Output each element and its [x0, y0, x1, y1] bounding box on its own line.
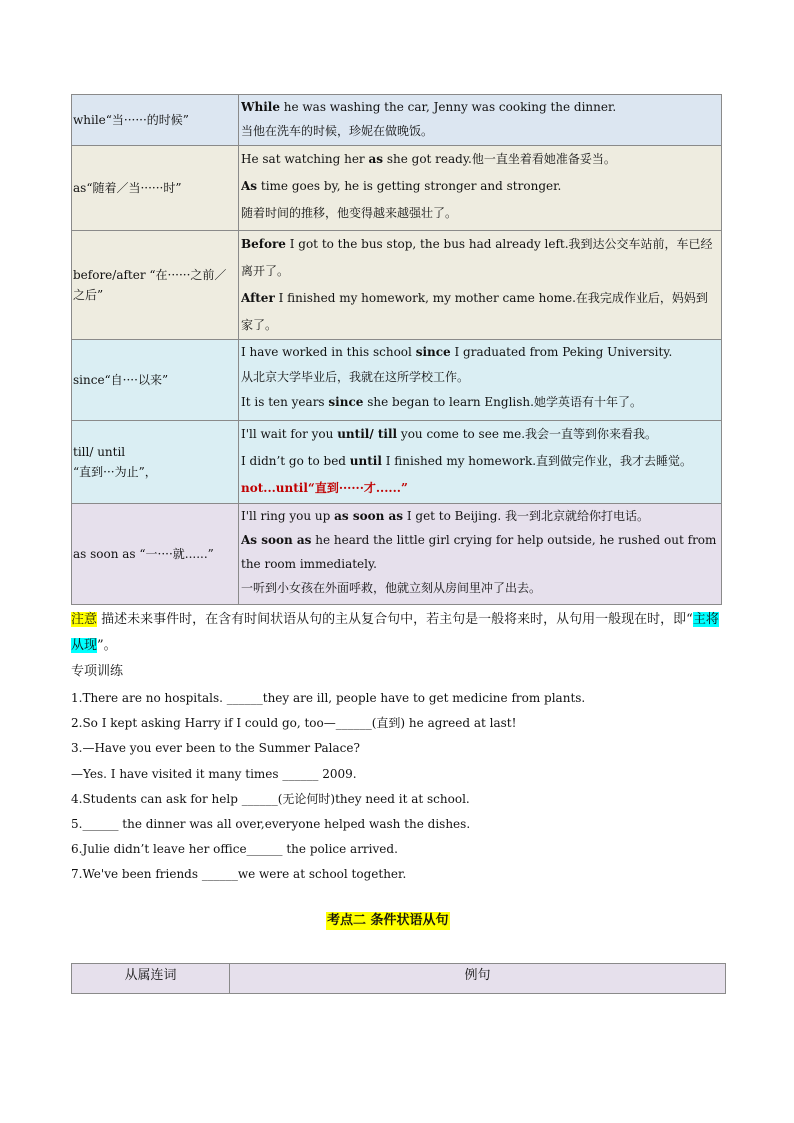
example-cell [239, 146, 722, 231]
example-line [241, 390, 719, 415]
sentence-text: I get to Beijing. 我一到北京就给你打电话。 [403, 509, 650, 523]
example-cell [239, 340, 722, 421]
sentence-text: I finished my homework, my mother came home.在我完成作业后，妈妈到家了。 [241, 291, 708, 332]
example-line [241, 448, 719, 475]
example-line [241, 146, 719, 173]
exercise-list [71, 686, 731, 888]
sentence-text: I got to the bus stop, the bus had already left.我到达公交车站前，车已经离开了。 [241, 237, 713, 278]
keyword-text: until/ till [337, 427, 398, 441]
example-line [241, 200, 719, 227]
example-line [241, 421, 719, 448]
note-text: 描述未来事件时，在含有时间状语从句的主从复合句中，若主句是一般将来时，从句用一般现在时，即“ [101, 612, 693, 627]
conjunction-cell: till/ until “直到···为止”， [72, 421, 239, 504]
note-paragraph [71, 607, 731, 659]
exercise-item: 5.______ the dinner was all over,everyone helped wash the dishes. [71, 816, 471, 831]
keyword-text: Before [241, 237, 286, 251]
table-row [72, 231, 722, 340]
example-line [241, 231, 719, 285]
example-line [241, 576, 719, 600]
exercise-item: 4.Students can ask for help ______(无论何时)they need it at school. [71, 791, 470, 806]
sentence-text: she began to learn English.她学英语有十年了。 [363, 395, 642, 409]
sentence-text: He sat watching her [241, 152, 369, 166]
sentence-text: I graduated from Peking University. [450, 345, 673, 359]
sentence-text: 一听到小女孩在外面呼救，他就立刻从房间里冲了出去。 [241, 581, 542, 595]
example-cell [239, 95, 722, 146]
keyword-text: until [349, 454, 382, 468]
keyword-text: While [241, 100, 280, 114]
sentence-text: 随着时间的推移，他变得越来越强壮了。 [241, 206, 458, 220]
sentence-text: It is ten years [241, 395, 329, 409]
example-cell [239, 421, 722, 504]
conjunction-cell: while“当······的时候” [72, 95, 239, 146]
table-row [72, 95, 722, 146]
keyword-text: since [415, 345, 451, 359]
time-clause-table [71, 94, 722, 605]
exercise-item: 3.—Have you ever been to the Summer Palace? [71, 741, 360, 756]
keyword-text: since [328, 395, 364, 409]
table-row [72, 340, 722, 421]
sentence-text: 从北京大学毕业后，我就在这所学校工作。 [241, 370, 470, 384]
example-line [241, 285, 719, 339]
note-end: ”。 [97, 638, 117, 653]
keyword-text: as soon as [334, 509, 404, 523]
conjunction-cell: since“自····以来” [72, 340, 239, 421]
example-line [241, 365, 719, 390]
exercise-item: 1.There are no hospitals. ______they are ill, people have to get medicine from plants. [71, 691, 586, 705]
example-cell [239, 504, 722, 605]
conjunction-cell: as soon as “一····就......” [72, 504, 239, 605]
example-line [241, 173, 719, 200]
keyword-text: As soon as [241, 533, 312, 547]
header-conjunction: 从属连词 [72, 964, 230, 994]
conjunction-cell: before/after “在······之前／之后” [72, 231, 239, 340]
keyword-text: After [241, 291, 275, 305]
table-row [72, 146, 722, 231]
exercise-item: 6.Julie didn’t leave her office______ the police arrived. [71, 842, 398, 857]
example-line [241, 119, 719, 143]
condition-clause-table [71, 963, 726, 994]
sentence-text: she got ready.他一直坐着看她准备妥当。 [383, 152, 616, 166]
sentence-text: I'll wait for you [241, 427, 338, 441]
example-line [241, 95, 719, 119]
exercise-item: —Yes. I have visited it many times ______ 2009. [71, 766, 357, 781]
note-label: 注意 [71, 612, 98, 627]
example-line [241, 475, 719, 502]
example-cell [239, 231, 722, 340]
note-highlight: 主将从现 [71, 612, 719, 653]
exercise-item: 2.So I kept asking Harry if I could go, too—______(直到) he agreed at last! [71, 716, 517, 731]
conjunction-cell: as“随着／当······时” [72, 146, 239, 231]
exercise-item: 7.We've been friends ______we were at school together. [71, 867, 407, 882]
keyword-text: not...until“直到······才......” [241, 481, 408, 495]
header-example: 例句 [230, 964, 726, 994]
sentence-text: I finished my homework.直到做完作业，我才去睡觉。 [381, 454, 693, 468]
table-row [72, 421, 722, 504]
section-title: 专项训练 [71, 664, 124, 679]
sentence-text: he was washing the car, Jenny was cooking the dinner. [279, 100, 617, 114]
sentence-text: he heard the little girl crying for help outside, he rushed out from the room immediately. [241, 533, 717, 571]
example-line [241, 340, 719, 365]
example-line [241, 528, 719, 576]
table-row [72, 504, 722, 605]
keyword-text: as [368, 152, 384, 166]
kaodian-heading: 考点二 条件状语从句 [327, 913, 449, 928]
sentence-text: I'll ring you up [241, 509, 335, 523]
sentence-text: time goes by, he is getting stronger and stronger. [257, 179, 562, 193]
example-line [241, 504, 719, 528]
sentence-text: I didn’t go to bed [241, 454, 350, 468]
sentence-text: you come to see me.我会一直等到你来看我。 [397, 427, 658, 441]
keyword-text: As [241, 179, 258, 193]
sentence-text: 当他在洗车的时候，珍妮在做晚饭。 [241, 124, 434, 138]
sentence-text: I have worked in this school [241, 345, 416, 359]
